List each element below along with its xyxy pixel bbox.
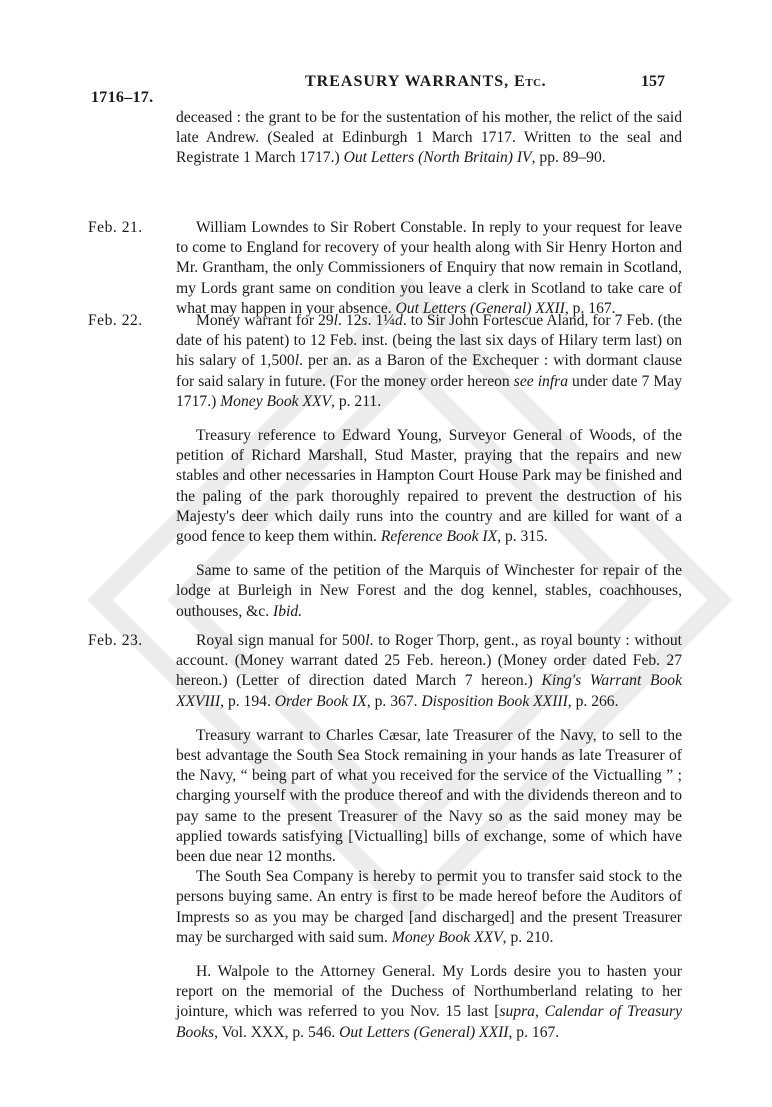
body-text: . to Sir John Fortescue Aland, for 7 Feb. (the date of his patent) to 12 Feb. inst. (being the last six days of Hilary term last) on his salary of 1,500 [176, 312, 682, 370]
body-text: H. Walpole to the Attorney General. My Lords desire you to hasten your report on the memorial of the Duchess of Northumberland relating to her jointure, which was referred to you Nov. 15 last [ [176, 963, 682, 1021]
entry-paragraph [176, 631, 682, 712]
body-text: , p. 211. [331, 392, 382, 410]
entry-date: Feb. 22. [88, 312, 143, 329]
citation-text: Reference Book IX [380, 528, 498, 546]
body-text: . 1¼ [367, 312, 396, 329]
citation-text: supra, Calendar of Treasury Books [176, 1003, 682, 1041]
header-year: 1716–17. [91, 89, 154, 106]
body-text: . 12 [338, 312, 362, 329]
citation-text: Disposition Book XXIII [421, 692, 568, 710]
entry-paragraph [176, 726, 682, 867]
body-text: The South Sea Company is hereby to permit you to transfer said stock to the persons buying same. An entry is first to be made hereof before the Auditors of Imprests so as you may be charged [and discharged] and the present Treasurer may be surcharged with said sum. [176, 868, 682, 946]
body-text: , p. 194. [220, 692, 275, 710]
body-text: , p. 210. [502, 928, 554, 946]
entry-paragraph [176, 108, 682, 169]
entry-paragraph [176, 561, 682, 622]
body-text: , p. 315. [497, 528, 548, 546]
body-text: Royal sign manual for 500 [196, 632, 366, 649]
body-text: Treasury warrant to Charles Cæsar, late Treasurer of the Navy, to sell to the best advantage the South Sea Stock remaining in your hands as late Treasurer of the Navy, “ being part of what you received for the service of the Victualling ” ; charging yourself with the produce thereof and with the dividends thereon and to pay same to the present Treasurer of the Navy so as the said money may be applied towards satisfying [Victualling] bills of exchange, some of which have been due near 12 months. [176, 726, 682, 866]
running-head-etc: Etc. [514, 73, 547, 90]
entry-paragraph [176, 311, 682, 412]
running-head-title [305, 73, 546, 91]
entry-paragraph [176, 426, 682, 547]
entry-date: Feb. 23. [88, 632, 143, 649]
body-text: Money warrant for 29 [196, 312, 334, 329]
body-text: . to Roger Thorp, gent., as royal bounty : without account. (Money warrant dated 25 Feb. hereon.) (Money order dated Feb. 27 hereon.) (Letter of direction dated March 7 hereon.) [176, 632, 683, 690]
body-text: deceased : the grant to be for the sustentation of his mother, the relict of the said late Andrew. (Sealed at Edinburgh 1 March 1717. Written to the seal and Registrate 1 March 1717.) [176, 109, 682, 167]
citation-text: Order Book IX [274, 692, 367, 710]
citation-text: Ibid. [273, 602, 303, 620]
body-text: , pp. 89–90. [531, 149, 606, 167]
body-text: Same to same of the petition of the Marquis of Winchester for repair of the lodge at Burleigh in New Forest and the dog kennel, stables, coachhouses, outhouses, &c. [176, 562, 682, 620]
body-text: William Lowndes to Sir Robert Constable. In reply to your request for leave to come to England for recovery of your health along with Sir Henry Horton and Mr. Grantham, the only Commissioners of Enquiry that now remain in Scotland, my Lords grant same on condition you leave a clerk in Scotland to take care of what may happen in your absence. [176, 219, 682, 317]
entry-paragraph [176, 962, 682, 1043]
citation-text: see infra [513, 372, 569, 390]
body-text: , p. 367. [366, 692, 422, 710]
citation-text: Out Letters (North Britain) IV [343, 149, 532, 167]
citation-text: Out Letters (General) XXII [339, 1023, 509, 1041]
entry-block [176, 631, 682, 1043]
body-text: . per an. as a Baron of the Exchequer : with dormant clause for said salary in future. (For the money order hereon [176, 352, 683, 390]
entry-paragraph [176, 867, 682, 948]
citation-text: Out Letters (General) XXII [395, 299, 565, 317]
citation-text: l [333, 312, 338, 329]
citation-text: Money Book XXV [391, 928, 503, 946]
entry-block [176, 218, 682, 319]
citation-text: d [395, 312, 403, 329]
body-text: under date 7 May 1717.) [176, 372, 682, 410]
body-text: Treasury reference to Edward Young, Surveyor General of Woods, of the petition of Richard Marshall, Stud Master, praying that the repairs and new stables and other necessaries in Hampton Court House Park may be finished and the paling of the park thoroughly repaired to prevent the destruction of his Majesty's deer which daily runs into the country and are killed for want of a good fence to keep them within. [176, 427, 682, 546]
running-head-main: TREASURY WARRANTS, [305, 73, 510, 90]
citation-text: l [365, 632, 370, 649]
citation-text: Money Book XXV [220, 392, 332, 410]
entry-paragraph [176, 218, 682, 319]
body-text: , p. 167. [564, 299, 616, 317]
body-text: , Vol. XXX, p. 546. [214, 1023, 340, 1041]
page-number: 157 [641, 73, 665, 90]
entry-block [176, 108, 682, 169]
body-text: , p. 167. [508, 1023, 560, 1041]
citation-text: King's Warrant Book XXVIII [176, 672, 682, 710]
entry-block [176, 311, 682, 622]
body-text: , p. 266. [567, 692, 619, 710]
citation-text: s [361, 312, 368, 329]
citation-text: l [294, 352, 300, 370]
entry-date: Feb. 21. [88, 219, 143, 236]
